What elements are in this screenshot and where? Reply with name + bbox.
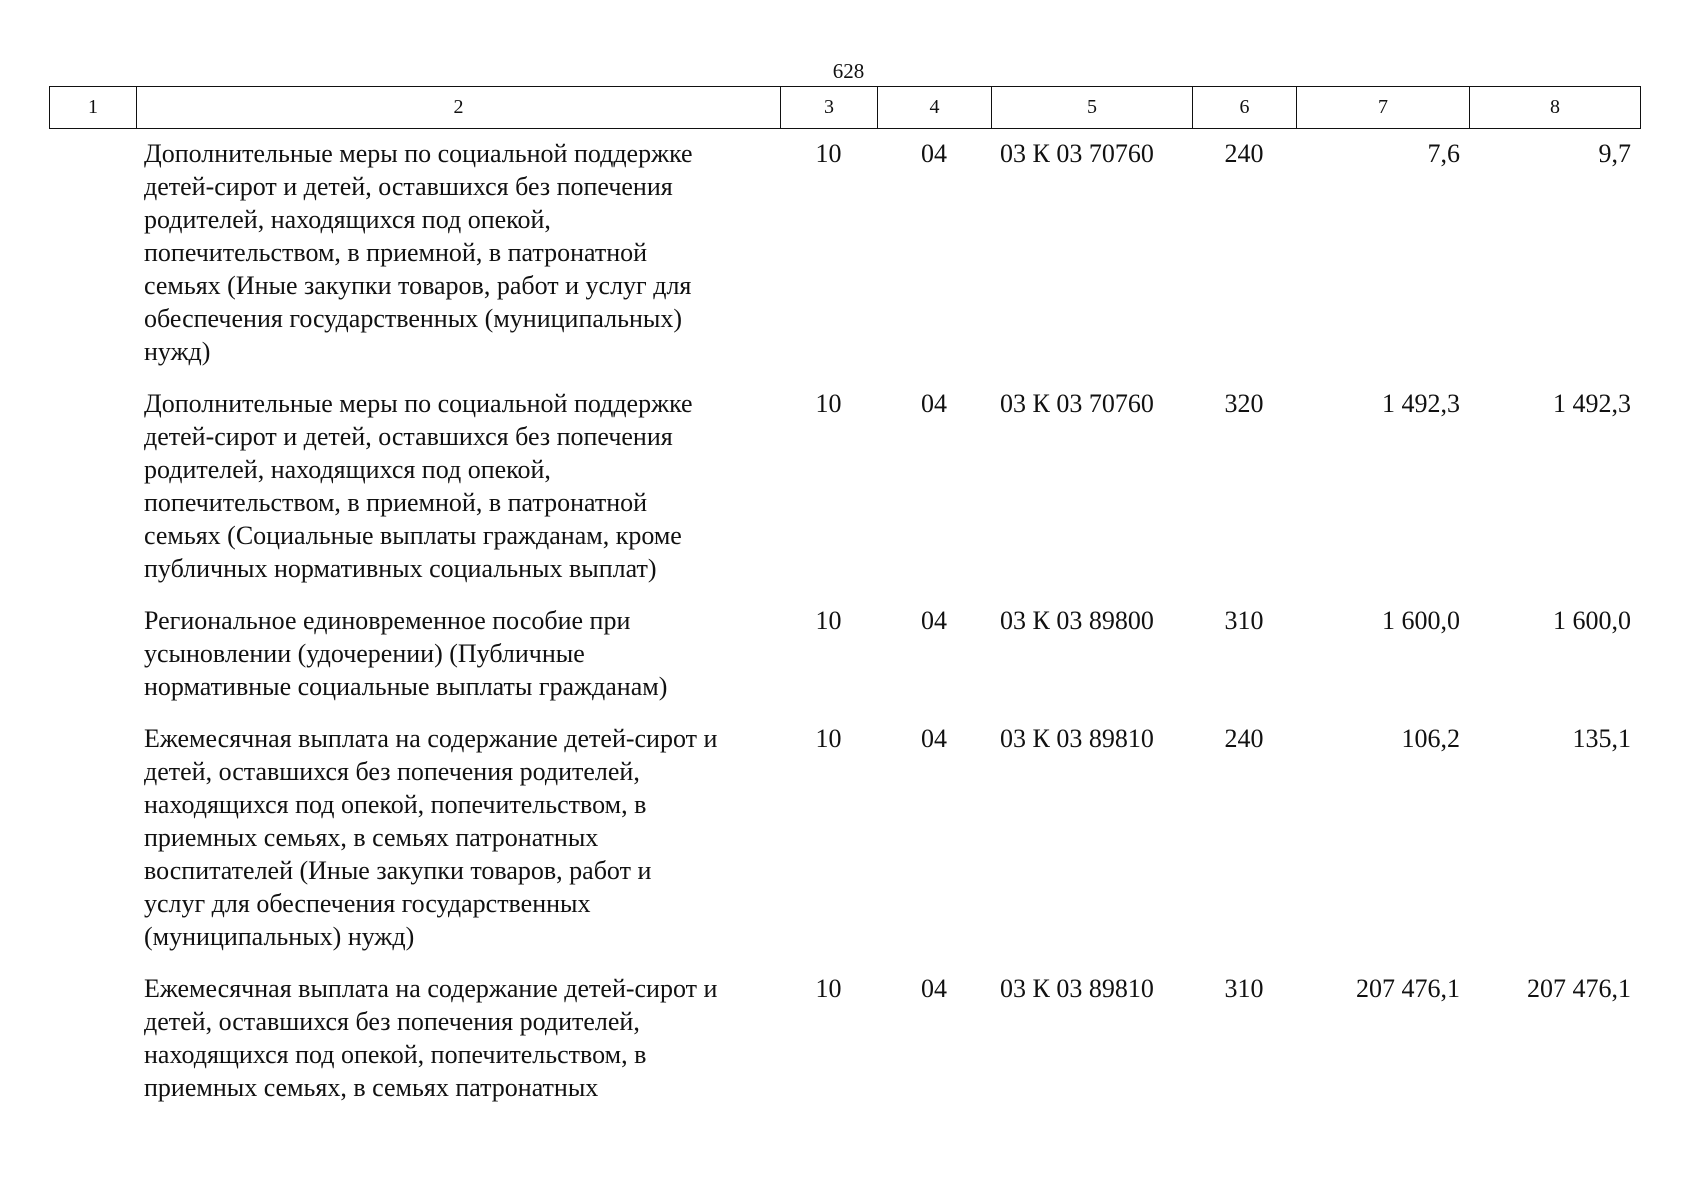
expense-type-code: 310 [1224, 606, 1264, 635]
description-line: нужд) [144, 337, 211, 366]
amount-1: 106,2 [1401, 724, 1460, 753]
table-row [49, 137, 1640, 387]
description-line: находящихся под опекой, попечительством, в [144, 790, 647, 819]
expense-type-code: 310 [1224, 974, 1264, 1003]
amount-1: 1 600,0 [1382, 606, 1460, 635]
amount-1: 207 476,1 [1356, 974, 1460, 1003]
table-row [49, 972, 1640, 1123]
target-article-code: 03 К 03 70760 [1000, 389, 1154, 418]
row-description [136, 387, 780, 604]
amount-2: 135,1 [1572, 724, 1631, 753]
description-line: (муниципальных) нужд) [144, 922, 415, 951]
budget-table [49, 137, 1640, 1123]
column-header-3: 3 [781, 87, 878, 129]
target-article-code: 03 К 03 89810 [1000, 724, 1154, 753]
description-line: услуг для обеспечения государственных [144, 889, 591, 918]
empty-cell [49, 722, 136, 972]
description-line: детей-сирот и детей, оставшихся без попечения [144, 172, 673, 201]
row-description [136, 604, 780, 722]
description-line: Дополнительные меры по социальной поддержке [144, 389, 693, 418]
description-line: усыновлении (удочерении) (Публичные [144, 639, 585, 668]
section-code: 10 [815, 139, 842, 168]
amount-2: 207 476,1 [1527, 974, 1631, 1003]
expense-type-code: 240 [1224, 724, 1264, 753]
subsection-code: 04 [921, 606, 947, 635]
amount-1: 7,6 [1427, 139, 1460, 168]
target-article-code: 03 К 03 70760 [1000, 139, 1154, 168]
row-description [136, 972, 780, 1123]
description-line: Ежемесячная выплата на содержание детей-сирот и [144, 974, 718, 1003]
subsection-code: 04 [921, 389, 947, 418]
column-header-2: 2 [137, 87, 781, 129]
description-line: Региональное единовременное пособие при [144, 606, 631, 635]
empty-cell [49, 387, 136, 604]
description-line: воспитателей (Иные закупки товаров, работ и [144, 856, 652, 885]
description-line: попечительством, в приемной, в патронатной [144, 238, 648, 267]
column-header-1: 1 [50, 87, 137, 129]
subsection-code: 04 [921, 974, 947, 1003]
description-line: детей, оставшихся без попечения родителей, [144, 757, 640, 786]
column-header-row [50, 87, 1641, 129]
subsection-code: 04 [921, 724, 947, 753]
section-code: 10 [815, 974, 842, 1003]
row-description [136, 137, 780, 387]
description-line: семьях (Иные закупки товаров, работ и услуг для [144, 271, 692, 300]
empty-cell [49, 137, 136, 387]
description-line: публичных нормативных социальных выплат) [144, 554, 657, 583]
amount-2: 9,7 [1598, 139, 1631, 168]
description-line: детей-сирот и детей, оставшихся без попечения [144, 422, 673, 451]
empty-cell [49, 972, 136, 1123]
description-line: детей, оставшихся без попечения родителей, [144, 1007, 640, 1036]
column-header-5: 5 [992, 87, 1193, 129]
column-header-8: 8 [1470, 87, 1641, 129]
section-code: 10 [815, 724, 842, 753]
description-line: попечительством, в приемной, в патронатной [144, 488, 648, 517]
section-code: 10 [815, 606, 842, 635]
description-line: Ежемесячная выплата на содержание детей-сирот и [144, 724, 718, 753]
column-header-table [49, 86, 1641, 129]
description-line: приемных семьях, в семьях патронатных [144, 823, 599, 852]
page-number: 628 [832, 59, 865, 83]
amount-2: 1 600,0 [1553, 606, 1631, 635]
description-line: нормативные социальные выплаты гражданам) [144, 672, 668, 701]
description-line: семьях (Социальные выплаты гражданам, кроме [144, 521, 682, 550]
target-article-code: 03 К 03 89810 [1000, 974, 1154, 1003]
row-description [136, 722, 780, 972]
description-line: родителей, находящихся под опекой, [144, 455, 551, 484]
empty-cell [49, 604, 136, 722]
table-row [49, 604, 1640, 722]
description-line: родителей, находящихся под опекой, [144, 205, 551, 234]
description-line: Дополнительные меры по социальной поддержке [144, 139, 693, 168]
description-line: находящихся под опекой, попечительством, в [144, 1040, 647, 1069]
description-line: приемных семьях, в семьях патронатных [144, 1073, 599, 1102]
column-header-6: 6 [1193, 87, 1297, 129]
amount-1: 1 492,3 [1382, 389, 1460, 418]
amount-2: 1 492,3 [1553, 389, 1631, 418]
table-row [49, 722, 1640, 972]
column-header-4: 4 [878, 87, 992, 129]
description-line: обеспечения государственных (муниципальных) [144, 304, 683, 333]
table-row [49, 387, 1640, 604]
section-code: 10 [815, 389, 842, 418]
expense-type-code: 320 [1224, 389, 1264, 418]
subsection-code: 04 [921, 139, 947, 168]
column-header-7: 7 [1297, 87, 1470, 129]
target-article-code: 03 К 03 89800 [1000, 606, 1154, 635]
expense-type-code: 240 [1224, 139, 1264, 168]
